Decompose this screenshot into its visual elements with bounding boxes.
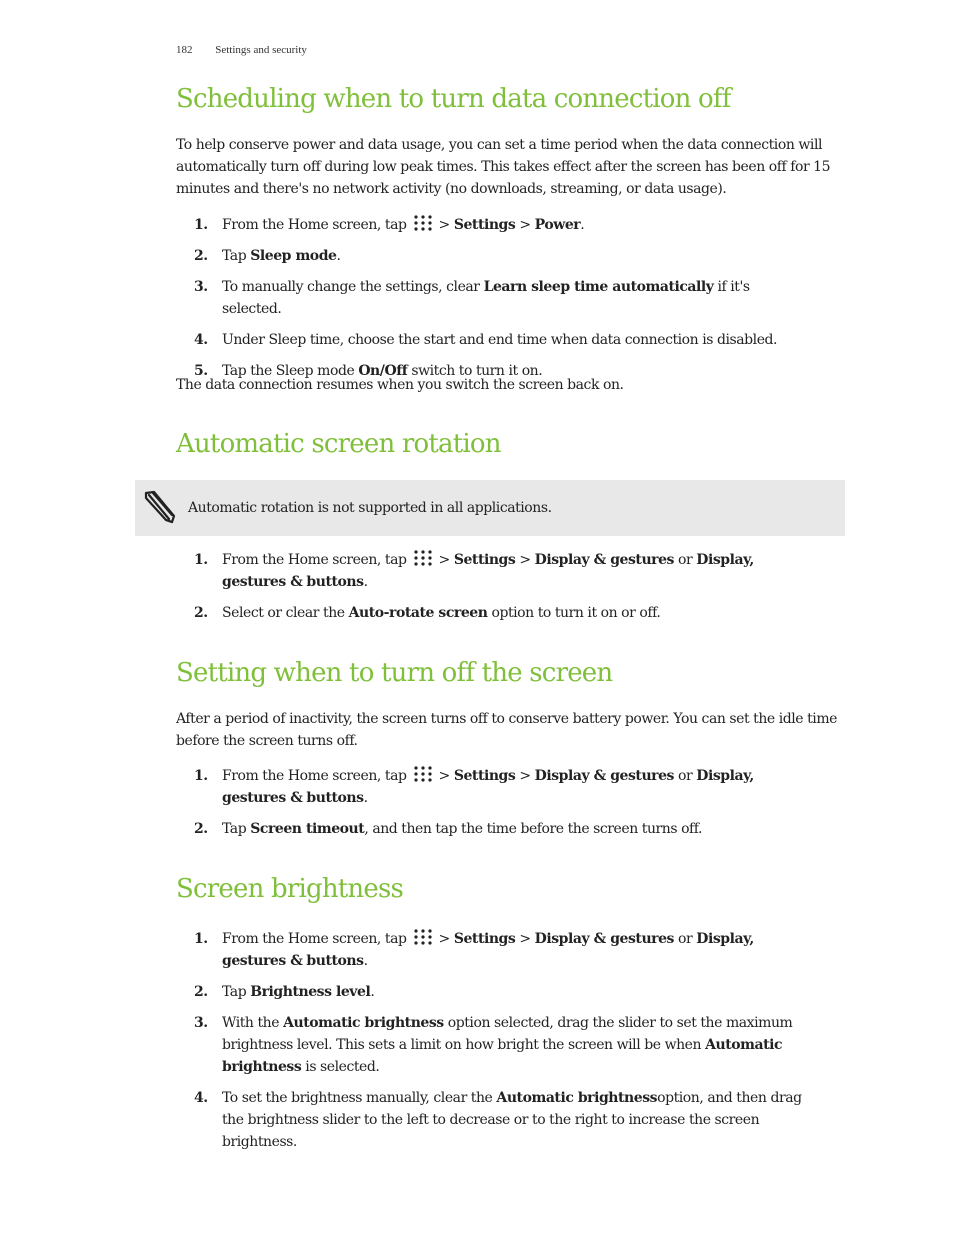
intro-paragraph: To help conserve power and data usage, you can set a time period when the data connection will automatically turn off during low peak times. This takes effect after the screen has been off for 15 minutes and there's no network activity (no downloads, streaming, or data usage). <box>176 137 831 197</box>
step-number: 2. <box>194 605 208 621</box>
pencil-note-icon <box>143 489 177 525</box>
steps-list <box>176 549 808 633</box>
heading-screen-off: Setting when to turn off the screen <box>176 658 613 688</box>
menu-path-display-gestures: Display & gestures <box>534 768 674 784</box>
apps-grid-icon <box>413 765 433 783</box>
apps-grid-icon <box>413 214 433 232</box>
step-number: 2. <box>194 821 208 837</box>
step-number: 3. <box>194 279 208 295</box>
menu-path-display-gestures: Display & gestures <box>534 552 674 568</box>
heading-auto-rotation: Automatic screen rotation <box>176 429 501 459</box>
separator: > <box>519 768 531 784</box>
step-text: From the Home screen, tap <box>222 217 407 233</box>
menu-path-settings: Settings <box>453 217 516 233</box>
list-item <box>176 765 808 809</box>
menu-path-display-gestures-buttons: Display, gestures & <box>222 552 754 590</box>
punctuation: . <box>580 217 585 233</box>
step-text: or <box>678 768 693 784</box>
list-item <box>176 928 808 972</box>
list-item <box>176 818 808 840</box>
step-text: To manually change the settings, clear <box>222 279 480 295</box>
menu-path-buttons: buttons <box>306 574 364 590</box>
step-text: if it's selected. <box>222 279 750 317</box>
separator: > <box>438 931 450 947</box>
note-box <box>135 480 845 536</box>
heading-data-connection-schedule: Scheduling when to turn data connection off <box>176 84 731 114</box>
menu-path-display-gestures-buttons: Display, gestures & <box>222 768 754 806</box>
step-text: Tap <box>222 248 247 264</box>
separator: > <box>519 552 531 568</box>
list-item <box>176 245 808 267</box>
step-text: option to turn it on or off. <box>491 605 661 621</box>
step-text: Tap <box>222 984 247 1000</box>
list-item <box>176 329 808 351</box>
option-sleep-mode: Sleep mode <box>250 248 337 264</box>
step-number: 1. <box>194 931 208 947</box>
option-on-off: On/Off <box>358 363 408 379</box>
list-item <box>176 1087 808 1153</box>
step-text: From the Home screen, tap <box>222 931 407 947</box>
option-automatic-brightness: Automatic brightness <box>222 1037 783 1075</box>
punctuation: . <box>336 248 341 264</box>
apps-grid-icon <box>413 928 433 946</box>
apps-grid-icon <box>413 549 433 567</box>
list-item <box>176 981 808 1003</box>
steps-list <box>176 765 808 849</box>
steps-list <box>176 928 808 1162</box>
step-text: With the <box>222 1015 280 1031</box>
step-text: or <box>678 552 693 568</box>
separator: > <box>438 217 450 233</box>
step-text: Tap <box>222 821 247 837</box>
step-text: Tap the Sleep mode <box>222 363 355 379</box>
step-text: option selected, drag the slider to set the maximum brightness level. This sets a limit on how bright the screen will be when <box>222 1015 793 1053</box>
section-name: Settings and security <box>215 44 307 56</box>
menu-path-display-gestures: Display & gestures <box>534 931 674 947</box>
page-number: 182 <box>176 44 193 56</box>
separator: > <box>519 931 531 947</box>
step-number: 4. <box>194 1090 208 1106</box>
page-header <box>176 44 307 56</box>
step-text: From the Home screen, tap <box>222 768 407 784</box>
list-item <box>176 276 808 320</box>
step-number: 4. <box>194 332 208 348</box>
option-auto-rotate: Auto-rotate screen <box>348 605 488 621</box>
step-text: switch to turn it on. <box>411 363 543 379</box>
step-text: To set the brightness manually, clear the <box>222 1090 493 1106</box>
option-brightness-level: Brightness level <box>250 984 371 1000</box>
step-number: 3. <box>194 1015 208 1031</box>
separator: > <box>438 768 450 784</box>
option-learn-sleep-time: Learn sleep time automatically <box>483 279 714 295</box>
step-text: Select or clear the <box>222 605 345 621</box>
step-number: 1. <box>194 552 208 568</box>
menu-path-settings: Settings <box>453 552 516 568</box>
punctuation: . <box>363 790 368 806</box>
menu-path-buttons: buttons <box>306 953 364 969</box>
menu-path-buttons: buttons <box>306 790 364 806</box>
step-text: or <box>678 931 693 947</box>
menu-path-display-gestures-buttons: Display, gestures & <box>222 931 754 969</box>
step-text: is selected. <box>305 1059 380 1075</box>
steps-list <box>176 214 808 391</box>
step-number: 1. <box>194 217 208 233</box>
step-number: 5. <box>194 363 208 379</box>
step-number: 1. <box>194 768 208 784</box>
step-number: 2. <box>194 248 208 264</box>
step-text: Under Sleep time, choose the start and end time when data connection is disabled. <box>222 332 778 348</box>
punctuation: . <box>370 984 375 1000</box>
list-item <box>176 1012 808 1078</box>
note-text: Automatic rotation is not supported in all applications. <box>188 500 552 516</box>
option-automatic-brightness: Automatic brightness <box>496 1090 658 1106</box>
list-item <box>176 214 808 236</box>
outro-paragraph: The data connection resumes when you switch the screen back on. <box>176 377 624 393</box>
punctuation: . <box>363 574 368 590</box>
option-automatic-brightness: Automatic brightness <box>283 1015 444 1031</box>
menu-path-settings: Settings <box>453 931 516 947</box>
step-number: 2. <box>194 984 208 1000</box>
intro-paragraph: After a period of inactivity, the screen turns off to conserve battery power. You can set the idle time before the screen turns off. <box>176 711 837 749</box>
list-item <box>176 602 808 624</box>
separator: > <box>519 217 531 233</box>
punctuation: . <box>363 953 368 969</box>
menu-path-settings: Settings <box>453 768 516 784</box>
step-text: , and then tap the time before the screen turns off. <box>364 821 703 837</box>
list-item <box>176 549 808 593</box>
step-text: option, and then drag the brightness slider to the left to decrease or to the right to increase the screen brightness. <box>222 1090 802 1150</box>
step-text: From the Home screen, tap <box>222 552 407 568</box>
menu-path-power: Power <box>534 217 581 233</box>
heading-screen-brightness: Screen brightness <box>176 874 404 904</box>
option-screen-timeout: Screen timeout <box>250 821 365 837</box>
separator: > <box>438 552 450 568</box>
